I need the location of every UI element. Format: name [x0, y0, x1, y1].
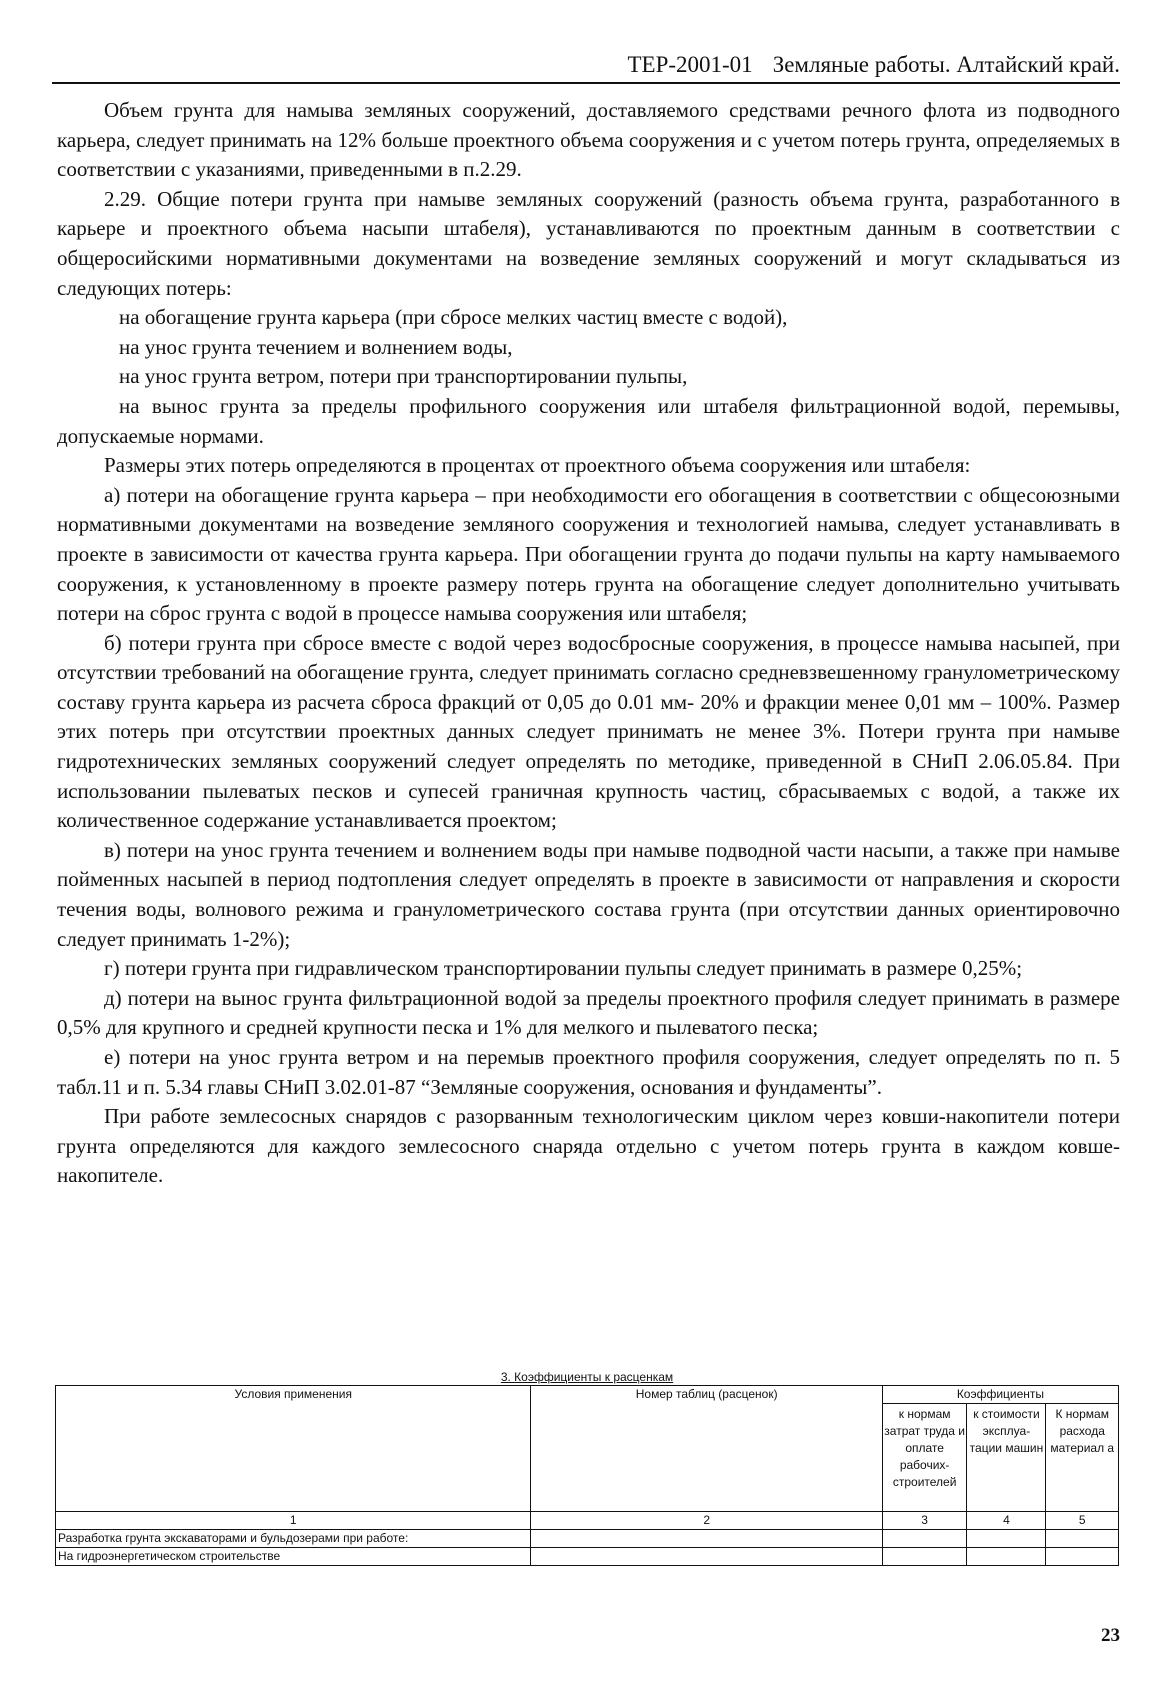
paragraph: на унос грунта течением и волнением воды,: [119, 334, 513, 359]
column-number: 3: [882, 1512, 967, 1530]
header-table-number: Номер таблиц (расценок): [531, 1386, 882, 1512]
column-number: 2: [531, 1512, 882, 1530]
document-code: ТЕР-2001-01: [627, 52, 753, 77]
column-number-row: [56, 1512, 1119, 1530]
machines-coef-cell: [967, 1548, 1046, 1566]
table-caption: 3. Коэффициенты к расценкам: [500, 1370, 674, 1384]
paragraph: е) потери на унос грунта ветром и на перемыв проектного профиля сооружения, следует определять по п. 5 табл.11 и п. 5.34 главы СНиП 3.02.01-87 “Земляные сооружения, основания и фундаменты”.: [57, 1045, 1120, 1099]
body-text: [57, 96, 1120, 1191]
paragraph: на вынос грунта за пределы профильного сооружения или штабеля фильтрационной водой, перемывы, допускаемые нормами.: [57, 393, 1120, 448]
paragraph: в) потери на унос грунта течением и волнением воды при намыве подводной части насыпи, а также при намыве пойменных насыпей в период подтопления следует определять в проекте в зависимости от направления и скорости течения воды, волнового режима и гранулометрического состава грунта (при отсутствии данных ориентировочно следует принимать 1-2%);: [57, 837, 1120, 951]
machines-coef-cell: [967, 1530, 1046, 1548]
coefficients-table: [55, 1385, 1119, 1566]
paragraph: Размеры этих потерь определяются в процентах от проектного объема сооружения или штабеля:: [104, 453, 971, 478]
condition-cell: Разработка грунта экскаваторами и бульдозерами при работе:: [56, 1530, 531, 1548]
table-number-cell: [531, 1548, 882, 1566]
column-number: 1: [56, 1512, 531, 1530]
labor-coef-cell: [882, 1530, 967, 1548]
paragraph: д) потери на вынос грунта фильтрационной водой за пределы проектного профиля следует принимать в размере 0,5% для крупного и средней крупности песка и 1% для мелкого и пылеватого песка;: [57, 985, 1120, 1040]
table-number-cell: [531, 1530, 882, 1548]
paragraph: г) потери грунта при гидравлическом транспортировании пульпы следует принимать в размере 0,25%;: [104, 956, 1023, 981]
document-title: Земляные работы. Алтайский край.: [772, 52, 1120, 77]
header-labor: к нормам затрат труда и оплате рабочих-строителей: [882, 1404, 967, 1512]
paragraph: на унос грунта ветром, потери при транспортировании пульпы,: [119, 364, 688, 389]
header-coefficients: Коэффициенты: [882, 1386, 1118, 1404]
header-conditions: Условия применения: [56, 1386, 531, 1512]
page-number: 23: [1101, 1625, 1120, 1646]
paragraph: Объем грунта для намыва земляных сооружений, доставляемого средствами речного флота из подводного карьера, следует принимать на 12% больше проектного объема сооружения и с учетом потерь грунта, определяемых в соответствии с указаниями, приведенными в п.2.29.: [57, 98, 1120, 182]
materials-coef-cell: [1046, 1548, 1119, 1566]
labor-coef-cell: [882, 1548, 967, 1566]
paragraph: б) потери грунта при сбросе вместе с водой через водосбросные сооружения, в процессе намыва насыпей, при отсутствии требований на обогащение грунта, следует принимать согласно средневзвешенному гранулометрическому составу грунта карьера из расчета сброса фракций от 0,05 до 0.01 мм- 20% и фракции менее 0,01 мм – 100%. Размер этих потерь при отсутствии проектных данных следует принимать не менее 3%. Потери грунта при намыве гидротехнических земляных сооружений следует определять по методике, приведенной в СНиП 2.06.05.84. При использовании пылеватых песков и супесей граничная крупность частиц, сбрасываемых с водой, а также их количественное содержание устанавливается проектом;: [57, 630, 1120, 833]
condition-cell: На гидроэнергетическом строительстве: [56, 1548, 531, 1566]
paragraph: на обогащение грунта карьера (при сбросе мелких частиц вместе с водой),: [119, 305, 788, 330]
paragraph: При работе землесосных снарядов с разорванным технологическим циклом через ковши-накопители потери грунта определяются для каждого землесосного снаряда отдельно с учетом потерь грунта в каждом ковше-накопителе.: [57, 1104, 1120, 1188]
table-row: [56, 1548, 1119, 1566]
paragraph: 2.29. Общие потери грунта при намыве земляных сооружений (разность объема грунта, разработанного в карьере и проектного объема насыпи штабеля), устанавливаются по проектным данным в соответствии с общеросийскими нормативными документами на возведение земляных сооружений и могут складываться из следующих потерь:: [57, 186, 1120, 300]
column-number: 5: [1046, 1512, 1119, 1530]
header-machines: к стоимости эксплуа-тации машин: [967, 1404, 1046, 1512]
running-header: [52, 50, 1120, 84]
header-materials: К нормам расхода материал а: [1046, 1404, 1119, 1512]
paragraph: а) потери на обогащение грунта карьера – при необходимости его обогащения в соответствии с общесоюзными нормативными документами на возведение земляного сооружения и технологией намыва, следует устанавливать в проекте в зависимости от качества грунта карьера. При обогащении грунта до подачи пульпы на карту намываемого сооружения, к установленному в проекте размеру потерь грунта на обогащение следует дополнительно учитывать потери на сброс грунта с водой в процессе намыва сооружения или штабеля;: [57, 482, 1120, 626]
column-number: 4: [967, 1512, 1046, 1530]
table-row: [56, 1530, 1119, 1548]
materials-coef-cell: [1046, 1530, 1119, 1548]
